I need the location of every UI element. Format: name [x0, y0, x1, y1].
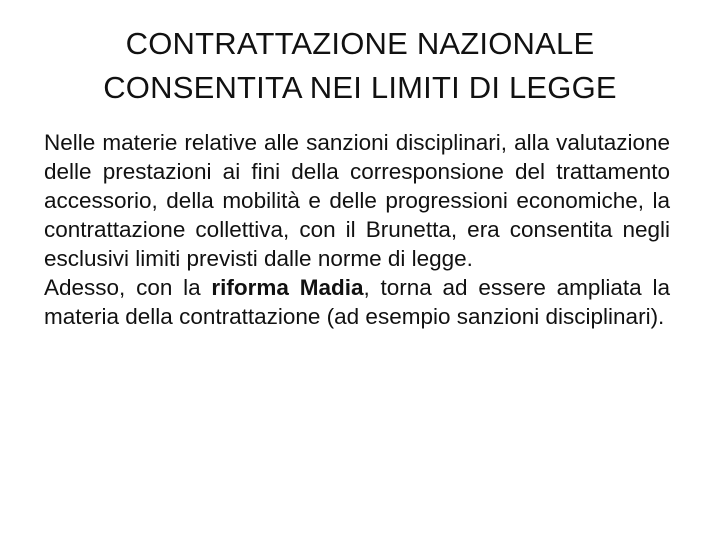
paragraph-2-start: Adesso, con la [44, 275, 212, 300]
paragraph-1: Nelle materie relative alle sanzioni disciplinari, alla valutazione delle prestazioni ai fini della corresponsione del trattamento accessorio, della mobilità e delle progressioni economiche, la contrattazione collettiva, con il Brunetta, era consentita negli esclusivi limiti previsti dalle norme di legge. [44, 130, 670, 271]
paragraph-2 [44, 273, 670, 331]
slide-title [40, 22, 680, 110]
body-text [44, 128, 670, 331]
riforma-madia-emphasis: riforma Madia [211, 275, 364, 300]
title-line-2: CONSENTITA NEI LIMITI DI LEGGE [103, 70, 617, 105]
title-line-1: CONTRATTAZIONE NAZIONALE [125, 26, 595, 61]
paragraph-2-end: , torna ad essere ampliata la materia della contrattazione (ad esempio sanzioni disciplinari). [44, 275, 670, 329]
